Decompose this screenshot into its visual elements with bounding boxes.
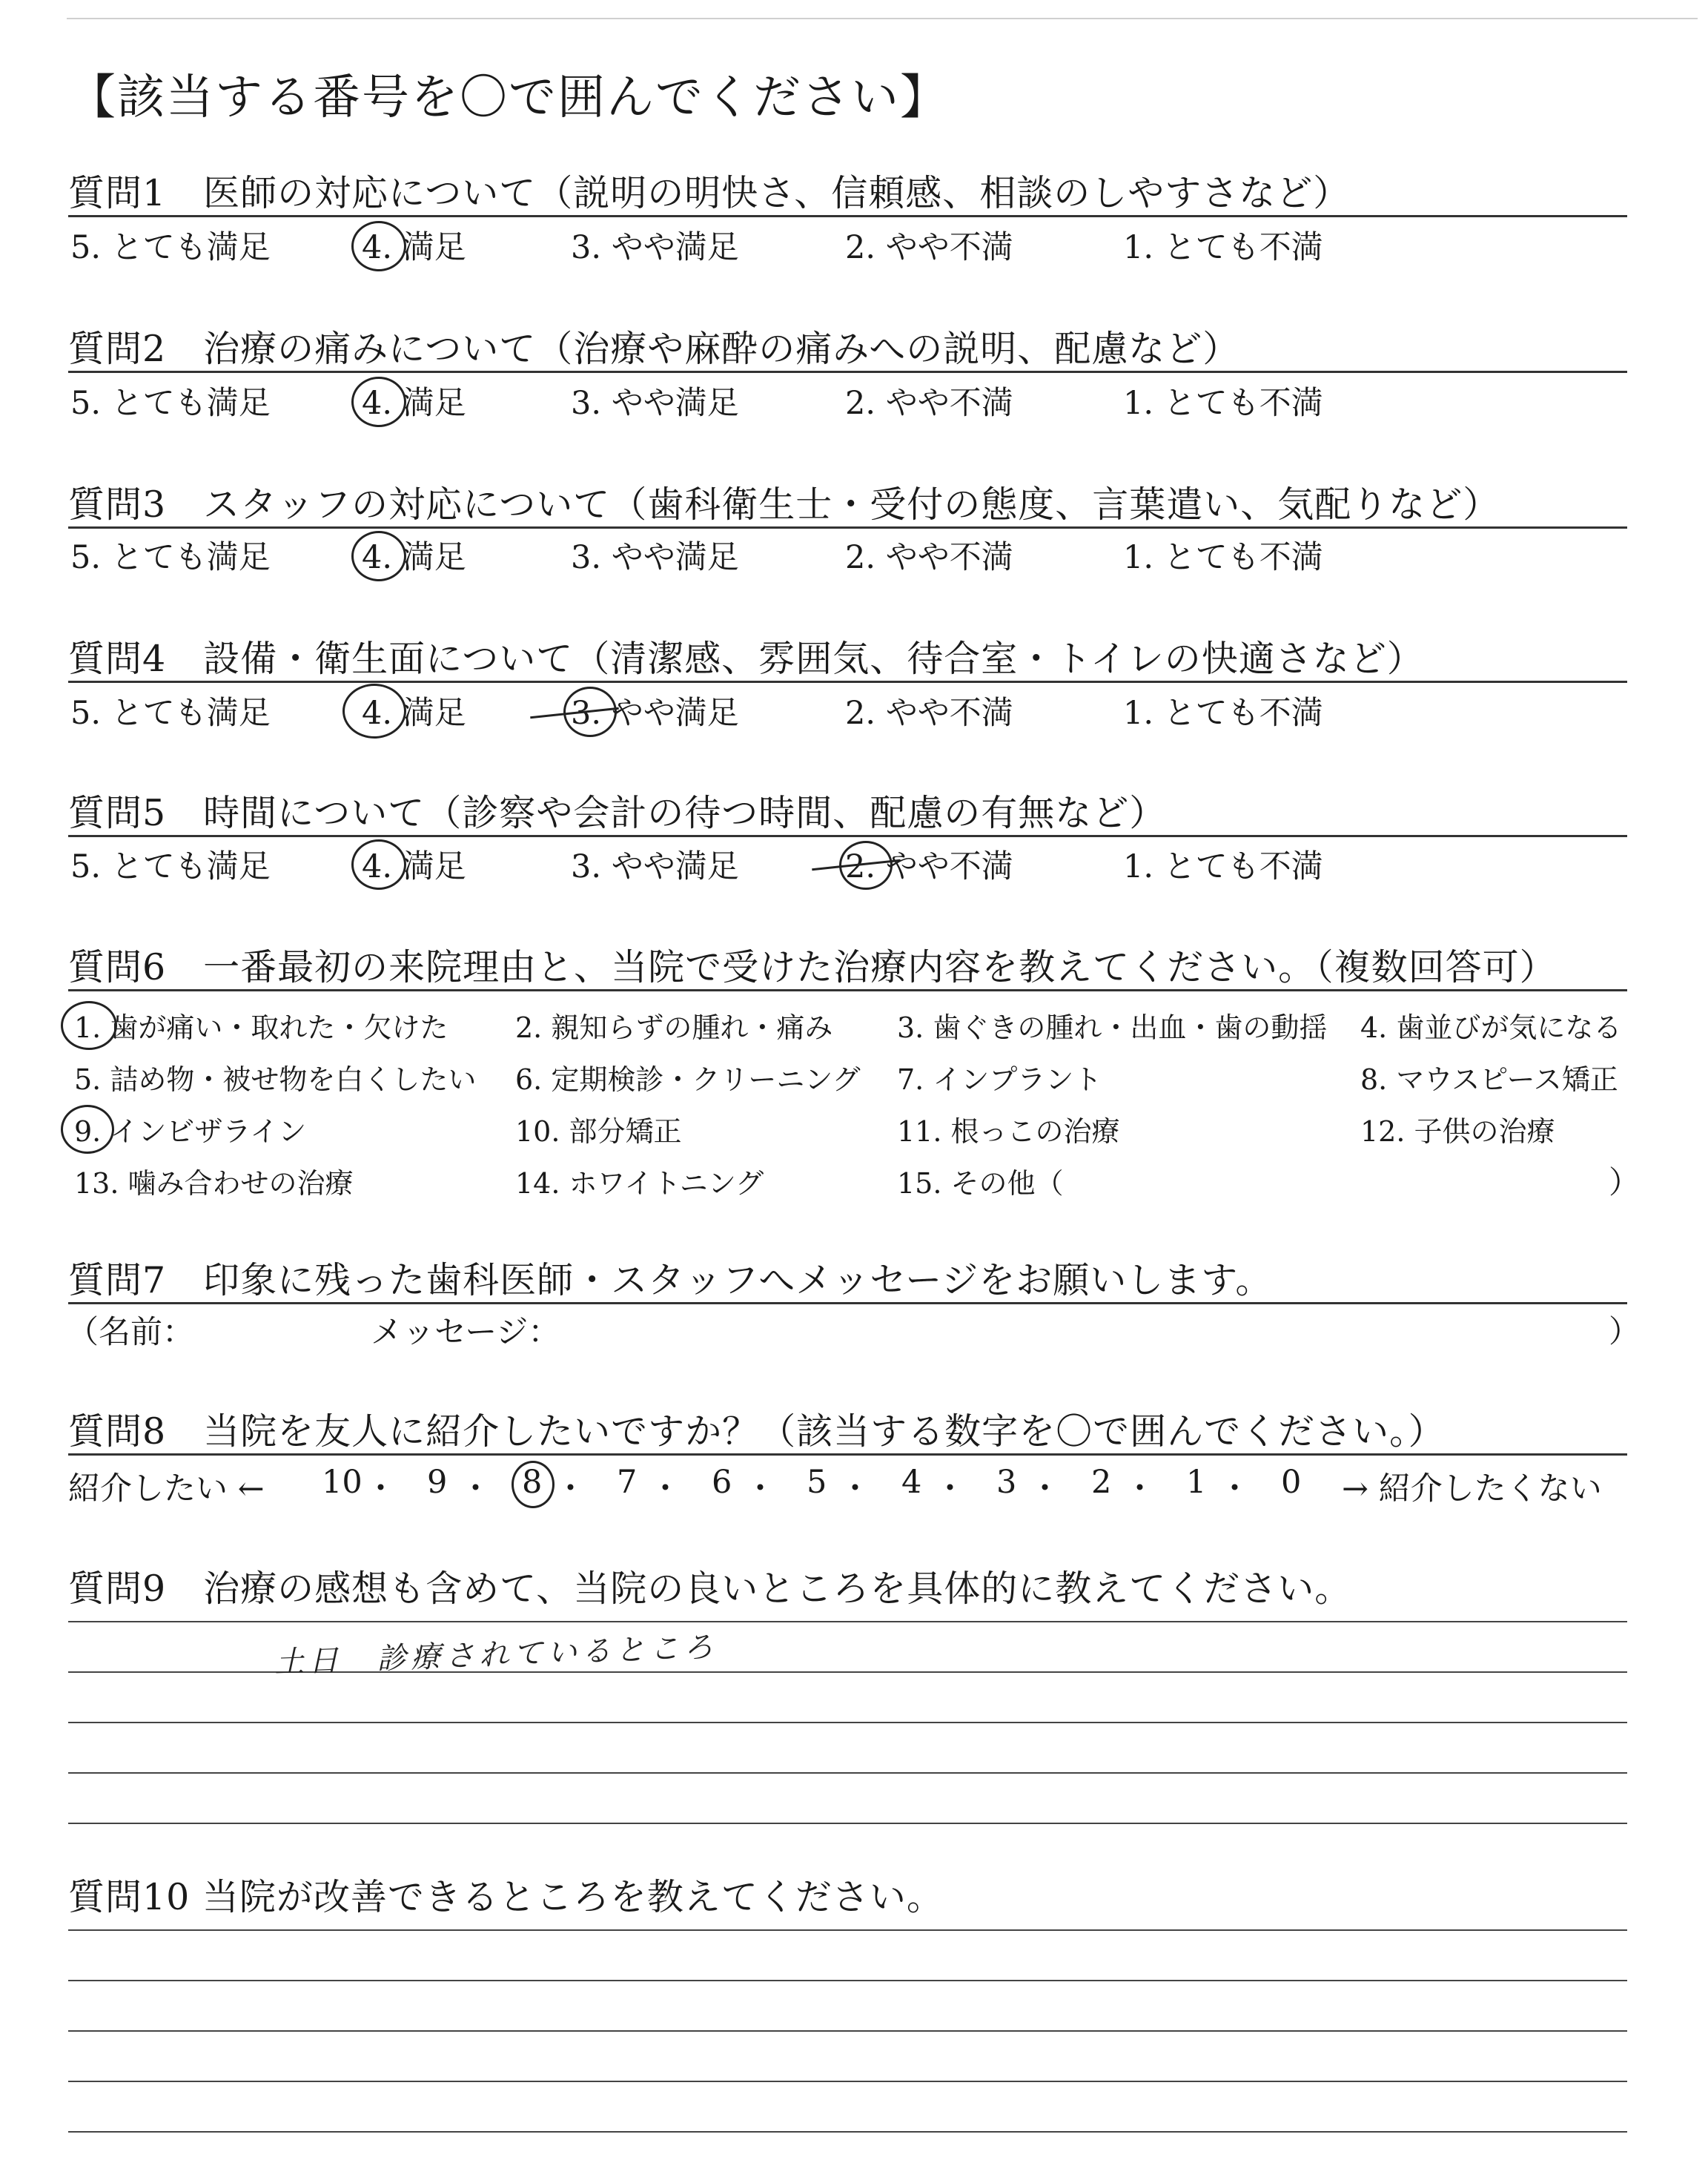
q4-title: 質問4 設備・衛生面について（清潔感、雰囲気、待合室・トイレの快適さなど）: [68, 638, 1424, 680]
q1-option-2[interactable]: 2. やや不満: [845, 229, 1013, 266]
q4-option-5[interactable]: 5. とても満足: [70, 695, 271, 732]
q4-option-3[interactable]: 3. やや満足: [571, 695, 739, 732]
q5-selection-circle: [351, 839, 406, 890]
q2-selection-circle: [351, 377, 406, 427]
q1-option-4[interactable]: 4. 満足: [362, 229, 466, 266]
q3-option-1[interactable]: 1. とても不満: [1123, 539, 1323, 576]
q5-option-1[interactable]: 1. とても不満: [1123, 848, 1323, 885]
q8-title: 質問8 当院を友人に紹介したいですか？（該当する数字を〇で囲んでください。）: [68, 1410, 1446, 1453]
q3-option-4[interactable]: 4. 満足: [362, 539, 466, 576]
q9-title: 質問9 治療の感想も含めて、当院の良いところを具体的に教えてください。: [68, 1568, 1352, 1610]
q6-option-7[interactable]: 7. インプラント: [897, 1063, 1102, 1096]
q4-option-4[interactable]: 4. 満足: [362, 695, 466, 732]
q8-scale-5[interactable]: 5: [807, 1464, 827, 1501]
q8-scale-6[interactable]: 6: [712, 1464, 732, 1501]
q3-option-2[interactable]: 2. やや不満: [845, 539, 1013, 576]
q9-line-3: [68, 1722, 1627, 1723]
q3-title: 質問3 スタッフの対応について（歯科衛生士・受付の態度、言葉遣い、気配りなど）: [68, 483, 1500, 526]
q8-scale-0[interactable]: 0: [1281, 1464, 1302, 1501]
q8-scale-2[interactable]: 2: [1091, 1464, 1112, 1501]
q8-scale-separator: ・: [744, 1470, 776, 1507]
q3-option-3[interactable]: 3. やや満足: [571, 539, 739, 576]
q5-option-4[interactable]: 4. 満足: [362, 848, 466, 885]
q8-scale-9[interactable]: 9: [427, 1464, 448, 1501]
q8-right-label: → 紹介したくない: [1342, 1470, 1602, 1507]
q1-title: 質問1 医師の対応について（説明の明快さ、信頼感、相談のしやすさなど）: [68, 172, 1351, 214]
q6-option-12[interactable]: 12. 子供の治療: [1360, 1115, 1555, 1148]
q6-option-9-circle: [61, 1105, 114, 1154]
q9-line-1: [68, 1621, 1627, 1622]
q2-option-1[interactable]: 1. とても不満: [1123, 385, 1323, 422]
q8-rule: [68, 1453, 1627, 1456]
q3-option-5[interactable]: 5. とても満足: [70, 539, 271, 576]
q3-rule: [68, 526, 1627, 529]
q8-scale-4[interactable]: 4: [901, 1464, 922, 1501]
q6-option-6[interactable]: 6. 定期検診・クリーニング: [515, 1063, 861, 1096]
q6-option-1[interactable]: 1. 歯が痛い・取れた・欠けた: [74, 1011, 448, 1044]
q8-scale-10[interactable]: 10: [322, 1464, 363, 1501]
q5-title: 質問5 時間について（診察や会計の待つ時間、配慮の有無など）: [68, 792, 1167, 834]
q3-selection-circle: [351, 531, 406, 581]
q8-scale-separator: ・: [1124, 1470, 1156, 1507]
q7-name-label: （名前：: [67, 1314, 194, 1351]
q5-option-3[interactable]: 3. やや満足: [571, 848, 739, 885]
q1-rule: [68, 215, 1627, 217]
q6-option-8[interactable]: 8. マウスピース矯正: [1360, 1063, 1618, 1096]
q10-line-4: [68, 2081, 1627, 2082]
q4-rule: [68, 681, 1627, 683]
q6-other-close-paren: ）: [1609, 1164, 1641, 1200]
q2-title: 質問2 治療の痛みについて（治療や麻酔の痛みへの説明、配慮など）: [68, 328, 1240, 370]
top-divider: [67, 18, 1698, 19]
q5-rule: [68, 835, 1627, 837]
q6-option-4[interactable]: 4. 歯並びが気になる: [1360, 1011, 1622, 1044]
q2-rule: [68, 371, 1627, 373]
q4-option-1[interactable]: 1. とても不満: [1123, 695, 1323, 732]
q6-title: 質問6 一番最初の来院理由と、当院で受けた治療内容を教えてください。（複数回答可）: [68, 946, 1557, 988]
q8-scale-3[interactable]: 3: [996, 1464, 1017, 1501]
q2-option-4[interactable]: 4. 満足: [362, 385, 466, 422]
q8-scale-separator: ・: [555, 1470, 586, 1507]
q8-scale-separator: ・: [1219, 1470, 1251, 1507]
q7-title: 質問7 印象に残った歯科医師・スタッフへメッセージをお願いします。: [68, 1259, 1273, 1301]
q10-line-2: [68, 1980, 1627, 1981]
q6-option-11[interactable]: 11. 根っこの治療: [897, 1115, 1120, 1148]
q9-handwritten-answer: 土日 診療されているところ: [274, 1630, 718, 1680]
q8-scale-separator: ・: [934, 1470, 966, 1507]
q8-scale-separator: ・: [839, 1470, 871, 1507]
q6-option-3[interactable]: 3. 歯ぐきの腫れ・出血・歯の動揺: [897, 1011, 1328, 1044]
q1-selection-circle: [351, 221, 406, 271]
q5-option-2[interactable]: 2. やや不満: [845, 848, 1013, 885]
q6-option-10[interactable]: 10. 部分矯正: [515, 1115, 682, 1148]
q1-option-5[interactable]: 5. とても満足: [70, 229, 271, 266]
q8-scale-separator: ・: [365, 1470, 397, 1507]
q6-option-5[interactable]: 5. 詰め物・被せ物を白くしたい: [74, 1063, 477, 1096]
q8-scale-separator: ・: [1029, 1470, 1061, 1507]
q8-selection-circle: [512, 1461, 555, 1508]
q10-line-1: [68, 1929, 1627, 1931]
q8-scale-1[interactable]: 1: [1186, 1464, 1207, 1501]
q7-close-paren: ）: [1609, 1313, 1641, 1350]
q9-line-4: [68, 1772, 1627, 1774]
q10-line-3: [68, 2030, 1627, 2032]
q10-title: 質問10 当院が改善できるところを教えてください。: [68, 1876, 944, 1918]
q5-option-5[interactable]: 5. とても満足: [70, 848, 271, 885]
q1-option-1[interactable]: 1. とても不満: [1123, 229, 1323, 266]
q8-scale-8[interactable]: 8: [522, 1464, 543, 1501]
q4-selection-circle: [342, 684, 406, 739]
q8-scale-7[interactable]: 7: [617, 1464, 638, 1501]
q7-message-label: メッセージ：: [371, 1314, 560, 1351]
q6-option-1-circle: [61, 1001, 117, 1050]
q8-scale-separator: ・: [649, 1470, 681, 1507]
q4-option-2[interactable]: 2. やや不満: [845, 695, 1013, 732]
q6-option-15[interactable]: 15. その他（: [897, 1167, 1064, 1200]
q1-option-3[interactable]: 3. やや満足: [571, 229, 739, 266]
q6-option-9[interactable]: 9. インビザライン: [74, 1115, 307, 1148]
q2-option-3[interactable]: 3. やや満足: [571, 385, 739, 422]
q9-line-5: [68, 1823, 1627, 1824]
q8-left-label: 紹介したい ←: [68, 1470, 265, 1507]
q2-option-2[interactable]: 2. やや不満: [845, 385, 1013, 422]
q2-option-5[interactable]: 5. とても満足: [70, 385, 271, 422]
instruction-header: 【該当する番号を〇で囲んでください】: [68, 70, 949, 125]
q6-rule: [68, 989, 1627, 991]
q6-option-2[interactable]: 2. 親知らずの腫れ・痛み: [515, 1011, 833, 1044]
q6-option-13[interactable]: 13. 噛み合わせの治療: [74, 1167, 354, 1200]
q7-rule: [68, 1302, 1627, 1304]
q8-scale-separator: ・: [460, 1470, 491, 1507]
q10-line-5: [68, 2131, 1627, 2133]
q6-option-14[interactable]: 14. ホワイトニング: [515, 1167, 764, 1200]
